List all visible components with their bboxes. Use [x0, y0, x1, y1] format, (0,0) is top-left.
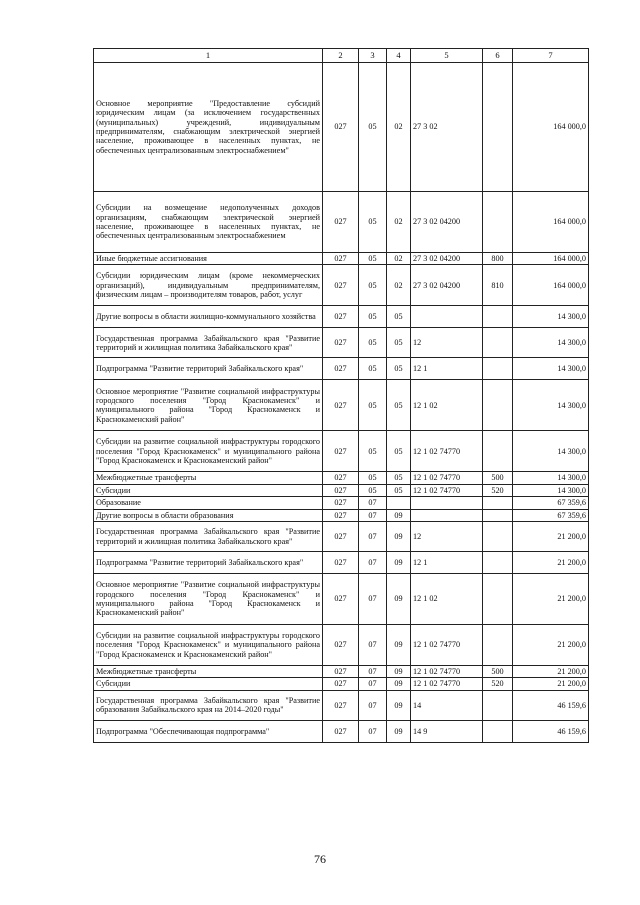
table-row [94, 380, 589, 431]
target-article-cell: 27 3 02 04200 [411, 253, 483, 265]
admin-code-cell: 027 [323, 678, 359, 690]
amount-cell: 14 300,0 [513, 358, 589, 380]
expense-type-cell [483, 552, 513, 574]
item-name-cell: Государственная программа Забайкальского края "Развитие территорий и жилищная политика Забайкальского края" [94, 522, 323, 552]
target-article-cell: 27 3 02 [411, 63, 483, 192]
expense-type-cell [483, 192, 513, 253]
item-name-cell: Другие вопросы в области жилищно-коммунального хозяйства [94, 306, 323, 328]
amount-cell: 21 200,0 [513, 552, 589, 574]
amount-cell: 14 300,0 [513, 484, 589, 496]
header-cell-col5: 5 [411, 49, 483, 63]
section-code-cell: 05 [359, 328, 387, 358]
page-number: 76 [314, 852, 326, 866]
admin-code-cell: 027 [323, 522, 359, 552]
target-article-cell: 14 [411, 690, 483, 720]
subsection-code-cell: 09 [387, 666, 411, 678]
table-row [94, 328, 589, 358]
admin-code-cell: 027 [323, 192, 359, 253]
subsection-code-cell: 02 [387, 192, 411, 253]
expense-type-cell [483, 380, 513, 431]
item-name-cell: Подпрограмма "Развитие территорий Забайкальского края" [94, 552, 323, 574]
table-row [94, 253, 589, 265]
subsection-code-cell: 09 [387, 678, 411, 690]
item-name-cell: Межбюджетные трансферты [94, 472, 323, 484]
table-body [94, 63, 589, 743]
section-code-cell: 05 [359, 358, 387, 380]
subsection-code-cell: 05 [387, 328, 411, 358]
subsection-code-cell: 09 [387, 690, 411, 720]
amount-cell: 46 159,6 [513, 720, 589, 742]
header-cell-col7: 7 [513, 49, 589, 63]
expense-type-cell: 800 [483, 253, 513, 265]
item-name-cell: Другие вопросы в области образования [94, 509, 323, 521]
subsection-code-cell: 09 [387, 625, 411, 666]
amount-cell: 164 000,0 [513, 253, 589, 265]
table-row [94, 192, 589, 253]
target-article-cell: 12 1 02 74770 [411, 484, 483, 496]
table-row [94, 720, 589, 742]
admin-code-cell: 027 [323, 358, 359, 380]
admin-code-cell: 027 [323, 720, 359, 742]
expense-type-cell [483, 690, 513, 720]
expense-type-cell: 810 [483, 265, 513, 306]
admin-code-cell: 027 [323, 484, 359, 496]
item-name-cell: Подпрограмма "Обеспечивающая подпрограмма" [94, 720, 323, 742]
item-name-cell: Государственная программа Забайкальского края "Развитие территорий и жилищная политика Забайкальского края" [94, 328, 323, 358]
subsection-code-cell: 02 [387, 253, 411, 265]
section-code-cell: 05 [359, 484, 387, 496]
section-code-cell: 05 [359, 306, 387, 328]
target-article-cell: 12 1 02 [411, 380, 483, 431]
expense-type-cell [483, 720, 513, 742]
item-name-cell: Субсидии [94, 484, 323, 496]
expense-type-cell [483, 625, 513, 666]
amount-cell: 21 200,0 [513, 574, 589, 625]
admin-code-cell: 027 [323, 552, 359, 574]
section-code-cell: 05 [359, 192, 387, 253]
subsection-code-cell: 09 [387, 552, 411, 574]
target-article-cell [411, 497, 483, 509]
section-code-cell: 05 [359, 253, 387, 265]
admin-code-cell: 027 [323, 509, 359, 521]
table-row [94, 358, 589, 380]
item-name-cell: Образование [94, 497, 323, 509]
admin-code-cell: 027 [323, 253, 359, 265]
target-article-cell: 12 1 02 74770 [411, 625, 483, 666]
target-article-cell: 12 1 02 74770 [411, 472, 483, 484]
subsection-code-cell: 09 [387, 509, 411, 521]
target-article-cell: 12 1 [411, 358, 483, 380]
amount-cell: 21 200,0 [513, 666, 589, 678]
header-cell-col4: 4 [387, 49, 411, 63]
table-row [94, 265, 589, 306]
target-article-cell: 14 9 [411, 720, 483, 742]
expense-type-cell: 500 [483, 666, 513, 678]
amount-cell: 21 200,0 [513, 522, 589, 552]
admin-code-cell: 027 [323, 574, 359, 625]
expense-type-cell [483, 509, 513, 521]
admin-code-cell: 027 [323, 431, 359, 472]
item-name-cell: Межбюджетные трансферты [94, 666, 323, 678]
expense-type-cell: 500 [483, 472, 513, 484]
expense-type-cell [483, 431, 513, 472]
expense-type-cell [483, 306, 513, 328]
header-cell-col1: 1 [94, 49, 323, 63]
section-code-cell: 07 [359, 552, 387, 574]
item-name-cell: Основное мероприятие "Развитие социальной инфраструктуры городского поселения "Город Краснокаменск" и муниципального района "Город Краснокаменск и Краснокаменский район" [94, 380, 323, 431]
expense-type-cell [483, 522, 513, 552]
subsection-code-cell: 05 [387, 306, 411, 328]
table-row [94, 484, 589, 496]
table-row [94, 690, 589, 720]
table-row [94, 522, 589, 552]
subsection-code-cell: 02 [387, 265, 411, 306]
section-code-cell: 07 [359, 720, 387, 742]
section-code-cell: 05 [359, 431, 387, 472]
amount-cell: 14 300,0 [513, 306, 589, 328]
amount-cell: 46 159,6 [513, 690, 589, 720]
target-article-cell: 12 [411, 328, 483, 358]
section-code-cell: 07 [359, 690, 387, 720]
table-row [94, 306, 589, 328]
section-code-cell: 05 [359, 380, 387, 431]
subsection-code-cell: 05 [387, 484, 411, 496]
subsection-code-cell: 09 [387, 574, 411, 625]
item-name-cell: Субсидии на развитие социальной инфраструктуры городского поселения "Город Краснокаменск" и муниципального района "Город Краснокаменск и Краснокаменский район" [94, 625, 323, 666]
item-name-cell: Иные бюджетные ассигнования [94, 253, 323, 265]
item-name-cell: Субсидии на возмещение недополученных доходов организациям, снабжающим электрической энергией население, проживающее в населенных пунктах, не обеспеченных централизованным электроснабжением [94, 192, 323, 253]
item-name-cell: Подпрограмма "Развитие территорий Забайкальского края" [94, 358, 323, 380]
item-name-cell: Субсидии юридическим лицам (кроме некоммерческих организаций), индивидуальным предпринимателям, физическим лицам – производителям товаров, работ, услуг [94, 265, 323, 306]
table-header [94, 49, 589, 63]
item-name-cell: Основное мероприятие "Развитие социальной инфраструктуры городского поселения "Город Краснокаменск" и муниципального района "Город Краснокаменск и Краснокаменский район" [94, 574, 323, 625]
amount-cell: 164 000,0 [513, 265, 589, 306]
subsection-code-cell: 09 [387, 522, 411, 552]
section-code-cell: 05 [359, 63, 387, 192]
target-article-cell: 12 1 02 74770 [411, 666, 483, 678]
item-name-cell: Субсидии [94, 678, 323, 690]
amount-cell: 67 359,6 [513, 509, 589, 521]
subsection-code-cell: 05 [387, 472, 411, 484]
expense-type-cell: 520 [483, 678, 513, 690]
subsection-code-cell: 05 [387, 380, 411, 431]
expense-type-cell [483, 497, 513, 509]
section-code-cell: 07 [359, 666, 387, 678]
admin-code-cell: 027 [323, 666, 359, 678]
table-row [94, 497, 589, 509]
subsection-code-cell: 05 [387, 358, 411, 380]
subsection-code-cell [387, 497, 411, 509]
expense-type-cell [483, 358, 513, 380]
target-article-cell: 12 1 02 74770 [411, 431, 483, 472]
amount-cell: 14 300,0 [513, 380, 589, 431]
section-code-cell: 07 [359, 678, 387, 690]
expense-type-cell [483, 574, 513, 625]
admin-code-cell: 027 [323, 380, 359, 431]
subsection-code-cell: 02 [387, 63, 411, 192]
amount-cell: 164 000,0 [513, 63, 589, 192]
subsection-code-cell: 09 [387, 720, 411, 742]
header-cell-col6: 6 [483, 49, 513, 63]
target-article-cell: 27 3 02 04200 [411, 265, 483, 306]
amount-cell: 14 300,0 [513, 431, 589, 472]
amount-cell: 21 200,0 [513, 678, 589, 690]
section-code-cell: 05 [359, 265, 387, 306]
target-article-cell [411, 509, 483, 521]
header-cell-col3: 3 [359, 49, 387, 63]
table-row [94, 574, 589, 625]
target-article-cell [411, 306, 483, 328]
admin-code-cell: 027 [323, 63, 359, 192]
table-row [94, 678, 589, 690]
amount-cell: 14 300,0 [513, 328, 589, 358]
header-cell-col2: 2 [323, 49, 359, 63]
header-row [94, 49, 589, 63]
admin-code-cell: 027 [323, 625, 359, 666]
amount-cell: 21 200,0 [513, 625, 589, 666]
expense-type-cell: 520 [483, 484, 513, 496]
admin-code-cell: 027 [323, 472, 359, 484]
item-name-cell: Государственная программа Забайкальского края "Развитие образования Забайкальского края на 2014–2020 годы" [94, 690, 323, 720]
subsection-code-cell: 05 [387, 431, 411, 472]
admin-code-cell: 027 [323, 690, 359, 720]
section-code-cell: 07 [359, 625, 387, 666]
table-row [94, 472, 589, 484]
budget-table [93, 48, 589, 743]
target-article-cell: 12 [411, 522, 483, 552]
admin-code-cell: 027 [323, 497, 359, 509]
admin-code-cell: 027 [323, 306, 359, 328]
section-code-cell: 07 [359, 522, 387, 552]
section-code-cell: 07 [359, 574, 387, 625]
table-row [94, 431, 589, 472]
admin-code-cell: 027 [323, 328, 359, 358]
amount-cell: 164 000,0 [513, 192, 589, 253]
expense-type-cell [483, 63, 513, 192]
table-row [94, 63, 589, 192]
admin-code-cell: 027 [323, 265, 359, 306]
expense-type-cell [483, 328, 513, 358]
item-name-cell: Субсидии на развитие социальной инфраструктуры городского поселения "Город Краснокаменск" и муниципального района "Город Краснокаменск и Краснокаменский район" [94, 431, 323, 472]
table-row [94, 625, 589, 666]
target-article-cell: 27 3 02 04200 [411, 192, 483, 253]
amount-cell: 67 359,6 [513, 497, 589, 509]
section-code-cell: 07 [359, 497, 387, 509]
table-row [94, 552, 589, 574]
target-article-cell: 12 1 [411, 552, 483, 574]
table-row [94, 666, 589, 678]
section-code-cell: 07 [359, 509, 387, 521]
section-code-cell: 05 [359, 472, 387, 484]
amount-cell: 14 300,0 [513, 472, 589, 484]
target-article-cell: 12 1 02 74770 [411, 678, 483, 690]
table-row [94, 509, 589, 521]
item-name-cell: Основное мероприятие "Предоставление субсидий юридическим лицам (за исключением государственных (муниципальных) учреждений, индивидуальным предпринимателям, снабжающим электрической энергией население, проживающее в населенных пунктах, не обеспеченных централизованным электроснабжением" [94, 63, 323, 192]
target-article-cell: 12 1 02 [411, 574, 483, 625]
